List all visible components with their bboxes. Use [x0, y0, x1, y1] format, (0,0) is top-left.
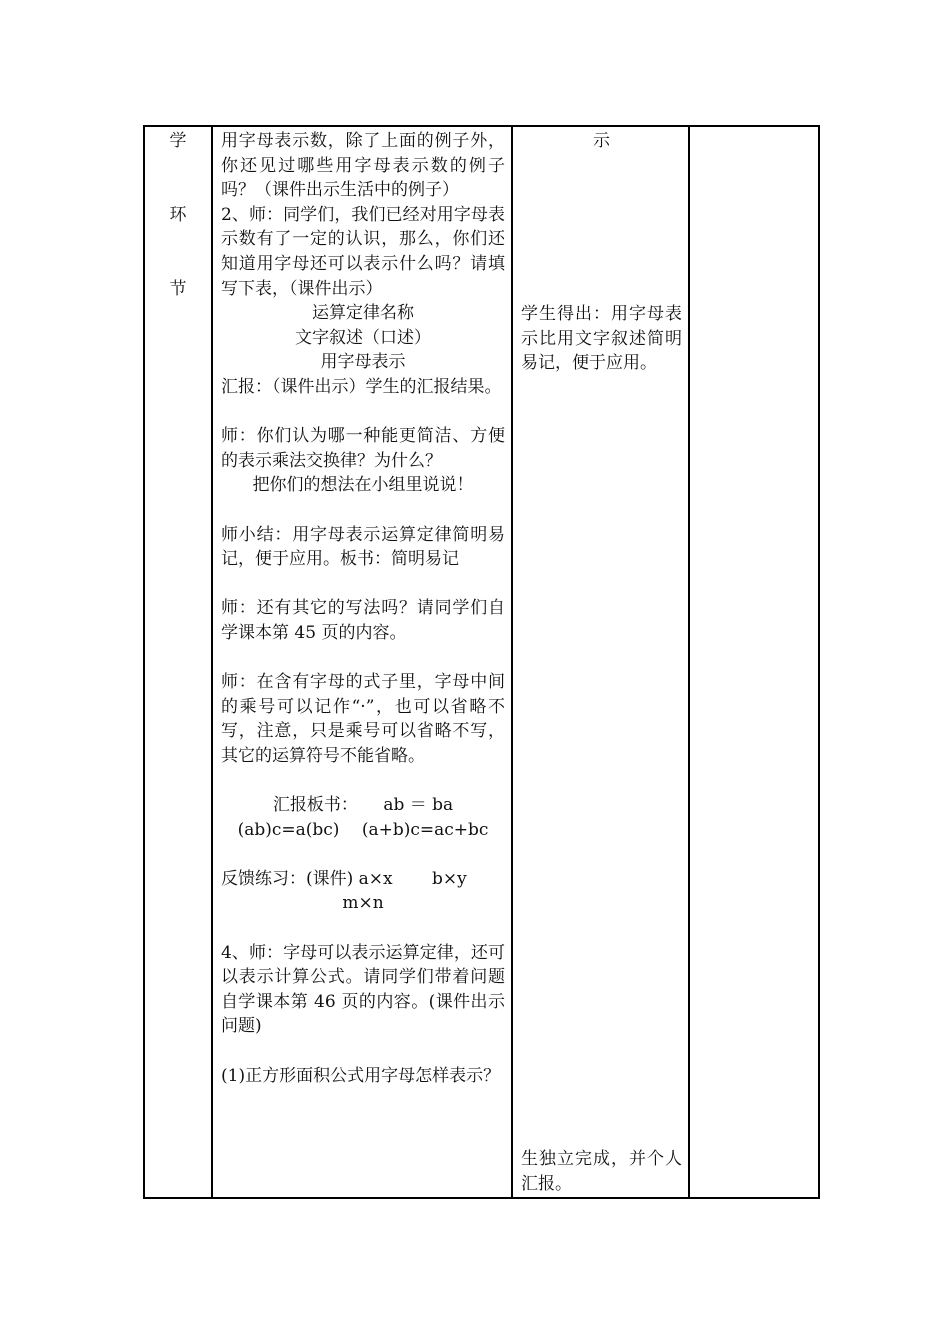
table-row [144, 126, 819, 1198]
paragraph-square-area: (1)正方形面积公式用字母怎样表示？ [221, 1065, 501, 1086]
paragraph-examples: 用字母表示数，除了上面的例子外，你还见过哪些用字母表示数的例子吗？（课件出示生活中的例子） [221, 131, 505, 201]
table-header-letter-form: 用字母表示 [320, 352, 406, 373]
student-text-bottom: 生独立完成，并个人汇报。 [521, 1149, 682, 1194]
paragraph-multiplication-sign: 师：在含有字母的式子里，字母中间的乘号可以记作“·”，也可以省略不写，注意，只是乘号可以省略不写，其它的运算符号不能省略。 [221, 672, 505, 766]
student-activity-cell [512, 126, 689, 1198]
lesson-plan-table [143, 125, 820, 1199]
feedback-exercise-line-1: 反馈练习：(课件) a×x b×y [221, 868, 467, 889]
paragraph-summary: 师小结：用字母表示运算定律简明易记，便于应用。板书：简明易记 [221, 524, 505, 570]
paragraph-self-study-45: 师：还有其它的写法吗？请同学们自学课本第 45 页的内容。 [221, 598, 505, 643]
section-char-3: 节 [169, 278, 187, 299]
paragraph-question-concise: 师：你们认为哪一种能更简洁、方便的表示乘法交换律？为什么？ [221, 426, 505, 471]
section-char-1: 学 [169, 131, 187, 151]
section-label-cell [144, 126, 212, 1198]
notes-cell [689, 126, 819, 1198]
section-char-2: 环 [169, 204, 187, 225]
feedback-exercise-line-2: m×n [342, 893, 384, 914]
student-text-middle: 学生得出：用字母表示比用文字叙述简明易记，便于应用。 [521, 304, 682, 374]
board-line-2: (ab)c=a(bc) (a+b)c=ac+bc [237, 819, 489, 840]
paragraph-report: 汇报：（课件出示）学生的汇报结果。 [221, 376, 502, 397]
teacher-activity-cell [212, 126, 512, 1198]
board-line-1: 汇报板书： ab ＝ ba [272, 795, 454, 816]
table-header-text-description: 文字叙述（口述） [295, 327, 431, 348]
paragraph-question-2: 2、师：同学们，我们已经对用字母表示数有了一定的认识，那么，你们还知道用字母还可以表示什么吗？请填写下表，（课件出示） [221, 204, 505, 299]
paragraph-group-discuss: 把你们的想法在小组里说说！ [252, 475, 474, 496]
student-text-top: 示 [593, 131, 610, 151]
paragraph-formulas: 4、师：字母可以表示运算定律，还可以表示计算公式。请同学们带着问题自学课本第 46 页的内容。(课件出示问题) [221, 942, 505, 1037]
table-header-law-name: 运算定律名称 [312, 303, 414, 324]
